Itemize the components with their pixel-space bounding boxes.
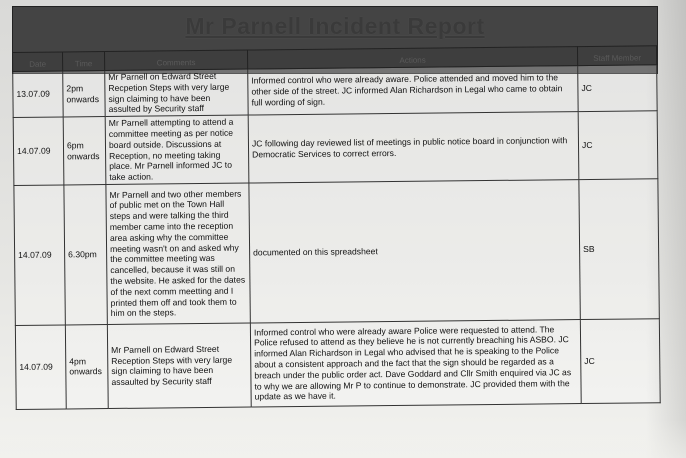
- column-header-comments: Comments: [105, 50, 248, 70]
- column-header-time: Time: [63, 52, 105, 71]
- cell-staff: JC: [578, 111, 658, 180]
- table-row: [15, 319, 660, 410]
- cell-staff: SB: [579, 179, 659, 320]
- cell-time: 2pm onwards: [63, 71, 105, 118]
- cell-comment: Mr Parnell and two other members of public met on the Town Hall steps and were talking the third member came into the reception area asking why the committee meeting wasn't on and asked why the committee meeting was cancelled, because it was still on the website. He asked for the dates of the next comm meetting and I printed them off and took them to him on the steps.: [106, 183, 250, 324]
- column-header-staff-member: Staff Member: [577, 46, 656, 66]
- table-row: [14, 179, 659, 326]
- scan-shadow: [646, 0, 686, 458]
- table-row: [13, 65, 657, 118]
- cell-action: documented on this spreadsheet: [249, 180, 580, 323]
- column-header-actions: Actions: [247, 47, 577, 69]
- page-title: Mr Parnell Incident Report: [185, 13, 485, 39]
- cell-date: 14.07.09: [13, 117, 64, 185]
- cell-date: 14.07.09: [15, 325, 66, 410]
- cell-staff: JC: [580, 319, 660, 404]
- cell-action: JC following day reviewed list of meetings in public notice board in conjunction with Democratic Services to correct errors.: [248, 112, 579, 183]
- column-header-date: Date: [13, 52, 63, 72]
- cell-comment: Mr Parnell attempting to attend a committee meeting as per notice board outside. Discussions at Reception, no meeting taking place. Mr Parnell informed JC to take action.: [105, 115, 249, 184]
- cell-action: Informed control who were already aware. Police attended and moved him to the other side of the street. JC informed Alan Richardson in Legal who came to obtain full wording of sign.: [248, 66, 578, 116]
- cell-time: 4pm onwards: [65, 324, 108, 408]
- cell-date: 14.07.09: [14, 185, 65, 326]
- paper-margin: [0, 420, 686, 458]
- cell-action: Informed control who were already aware Police were requested to attend. The Police refused to attend as they believe he is not currently breaching his ASBO. JC informed Alan Richardson in Legal who advised that he is speaking to the Police about a consistent approach and the fact that the sign should be regarded as a breach under the public order act. Dave Goddard and Cllr Smith enquired via JC as to why we are allowing Mr P to continue to demonstrate. JC provided them with the update as we have it.: [250, 320, 581, 407]
- cell-comment: Mr Parnell on Edward Street Reception Steps with very large sign claiming to have been assaulted by Security staff: [107, 323, 251, 408]
- cell-staff: JC: [578, 65, 657, 112]
- table-row: [13, 111, 658, 186]
- cell-time: 6.30pm: [64, 184, 107, 324]
- cell-time: 6pm onwards: [63, 117, 106, 185]
- cell-comment: Mr Parnell on Edward Street Recpetion Steps with very large sign claiming to have been assulted by Security staff: [105, 69, 248, 117]
- incident-table: [12, 45, 661, 410]
- cell-date: 13.07.09: [13, 71, 63, 118]
